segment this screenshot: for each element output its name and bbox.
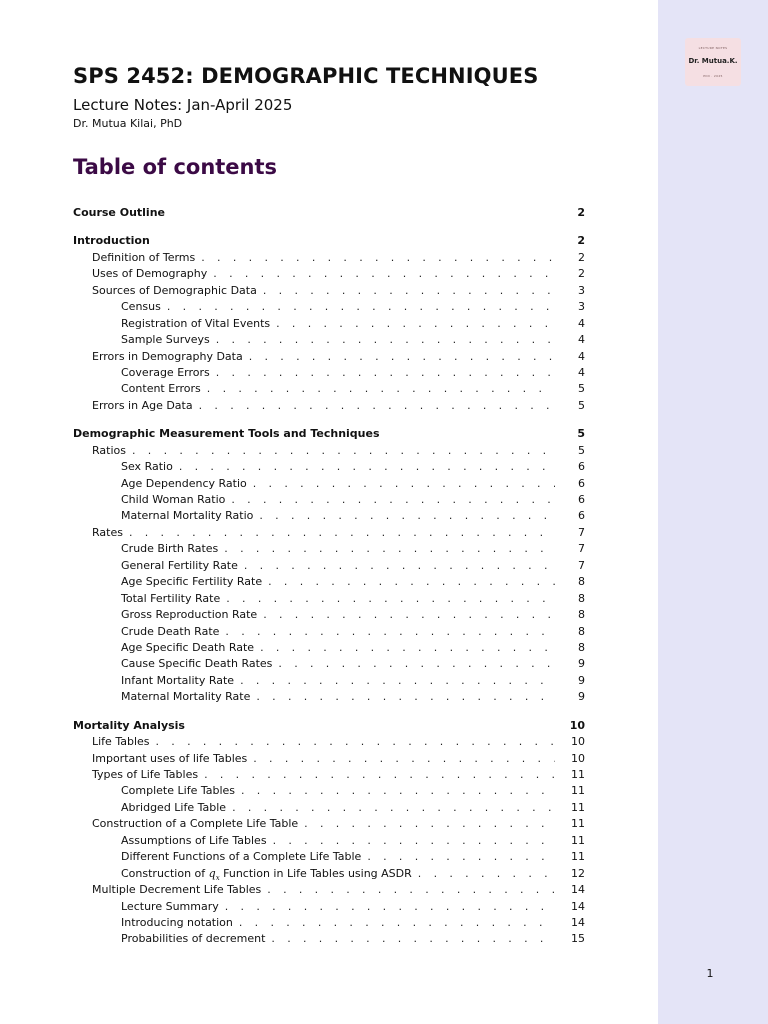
toc-dot-leader	[179, 459, 555, 475]
toc-entry-label: Errors in Demography Data	[92, 349, 243, 363]
toc-entry[interactable]	[73, 365, 585, 381]
toc-page-number: 4	[578, 349, 585, 363]
toc-entry[interactable]	[73, 591, 585, 607]
toc-entry[interactable]	[73, 882, 585, 898]
toc-entry[interactable]	[73, 558, 585, 574]
toc-entry[interactable]	[73, 316, 585, 332]
toc-entry[interactable]	[73, 574, 585, 590]
logo-ring-text-bottom: PhD · 2025	[703, 74, 723, 78]
toc-dot-leader	[132, 443, 555, 459]
toc-dot-leader	[253, 751, 555, 767]
document-author: Dr. Mutua Kilai, PhD	[73, 117, 183, 130]
toc-section-gap	[73, 414, 585, 426]
toc-page-number: 8	[578, 624, 585, 638]
toc-page-number: 6	[578, 493, 585, 506]
toc-entry[interactable]	[73, 751, 585, 767]
toc-page-number: 4	[578, 365, 585, 379]
toc-entry[interactable]	[73, 250, 585, 266]
toc-entry-label: Uses of Demography	[92, 267, 208, 281]
toc-page-number: 2	[578, 267, 585, 281]
toc-entry[interactable]	[73, 266, 585, 282]
toc-entry-label: Content Errors	[121, 382, 201, 396]
toc-entry-label: Complete Life Tables	[121, 784, 236, 798]
toc-page-number: 7	[578, 525, 585, 539]
toc-page-number: 7	[578, 558, 585, 572]
toc-page-number: 5	[578, 382, 585, 396]
toc-dot-leader	[156, 734, 556, 750]
toc-dot-leader	[226, 591, 555, 607]
toc-heading: Table of contents	[73, 155, 278, 179]
toc-entry-label: Important uses of life Tables	[92, 751, 248, 765]
toc-entry-label-suffix: Function in Life Tables using ASDR	[219, 866, 412, 880]
toc-entry[interactable]	[73, 525, 585, 541]
toc-dot-leader	[244, 558, 555, 574]
toc-entry[interactable]	[73, 299, 585, 315]
toc-entry[interactable]	[73, 349, 585, 365]
toc-entry[interactable]	[73, 508, 585, 524]
toc-page-number: 9	[578, 673, 585, 687]
toc-entry-label: Different Functions of a Complete Life Table	[121, 850, 362, 864]
toc-entry-label-prefix: Construction of	[121, 866, 209, 880]
toc-entry-label: Probabilities of decrement	[121, 932, 266, 946]
toc-entry[interactable]	[73, 734, 585, 750]
toc-page-number: 11	[571, 768, 585, 781]
toc-section	[73, 718, 585, 948]
toc-page-number: 8	[578, 575, 585, 589]
toc-page-number: 9	[578, 657, 585, 671]
toc-dot-leader	[418, 866, 555, 882]
toc-entry[interactable]	[73, 443, 585, 459]
toc-dot-leader	[167, 299, 555, 315]
toc-entry-label: Construction of a Complete Life Table	[92, 817, 299, 831]
toc-page-number: 11	[571, 833, 585, 847]
toc-entry-label: Child Woman Ratio	[121, 493, 226, 506]
document-title: SPS 2452: DEMOGRAPHIC TECHNIQUES	[73, 64, 539, 88]
toc-dot-leader	[224, 541, 555, 557]
toc-entry-label: Crude Death Rate	[121, 624, 220, 638]
toc-entry-label: Multiple Decrement Life Tables	[92, 883, 262, 897]
toc-dot-leader	[240, 673, 555, 689]
toc-section-gap	[73, 706, 585, 718]
toc-chapter-title: Course Outline	[73, 206, 165, 219]
toc-entry[interactable]	[73, 767, 585, 783]
toc-dot-leader	[232, 800, 555, 816]
toc-dot-leader	[216, 332, 555, 348]
toc-chapter-title: Introduction	[73, 234, 150, 248]
toc-entry-label: Ratios	[92, 443, 126, 457]
toc-entry-label: Coverage Errors	[121, 365, 210, 379]
toc-page-number: 6	[578, 509, 585, 523]
toc-dot-leader	[199, 398, 555, 414]
toc-entry-label: Introducing notation	[121, 915, 233, 929]
toc-entry-label: Definition of Terms	[92, 250, 196, 264]
toc-entry-label: Maternal Mortality Ratio	[121, 509, 254, 523]
toc-dot-leader	[201, 250, 555, 266]
toc-dot-leader	[129, 525, 555, 541]
toc-entry[interactable]	[73, 931, 585, 947]
toc-entry[interactable]	[73, 476, 585, 492]
toc-entry[interactable]	[73, 849, 585, 865]
toc-entry[interactable]	[73, 816, 585, 832]
toc-entry-label: Sex Ratio	[121, 460, 173, 474]
toc-entry-label: Assumptions of Life Tables	[121, 833, 267, 847]
toc-page-number: 5	[577, 427, 585, 441]
toc-entry-label: Rates	[92, 525, 123, 539]
toc-dot-leader	[207, 381, 555, 397]
toc-entry[interactable]	[73, 398, 585, 414]
toc-dot-leader	[225, 899, 555, 915]
toc-entry-label: Age Specific Death Rate	[121, 640, 255, 654]
toc-dot-leader	[204, 767, 555, 783]
toc-entry-label: Lecture Summary	[121, 899, 219, 913]
toc-page-number: 5	[578, 398, 585, 412]
toc-page-number: 15	[571, 932, 585, 946]
toc-page-number: 11	[571, 850, 585, 864]
toc-dot-leader	[260, 640, 555, 656]
page-margin-sidebar	[658, 0, 768, 1024]
toc-entry-label: Infant Mortality Rate	[121, 673, 235, 687]
toc-section	[73, 233, 585, 414]
toc-entry[interactable]	[73, 283, 585, 299]
math-subscript: x	[215, 873, 220, 882]
author-logo	[685, 38, 741, 86]
toc-page-number: 8	[578, 608, 585, 622]
toc-entry[interactable]	[73, 673, 585, 689]
toc-chapter-title: Demographic Measurement Tools and Techniques	[73, 427, 380, 441]
toc-dot-leader	[273, 833, 555, 849]
toc-entry-label: Registration of Vital Events	[121, 316, 271, 330]
toc-entry-label: Age Specific Fertility Rate	[121, 575, 263, 589]
toc-dot-leader	[278, 656, 555, 672]
toc-page-number: 14	[571, 899, 585, 913]
toc-entry[interactable]	[73, 800, 585, 816]
toc-page-number: 6	[578, 460, 585, 474]
math-symbol	[209, 867, 220, 880]
toc-dot-leader	[256, 689, 555, 705]
toc-section	[73, 205, 585, 221]
table-of-contents	[73, 205, 585, 948]
toc-dot-leader	[253, 476, 555, 492]
toc-chapter-entry[interactable]	[73, 233, 585, 249]
toc-entry-label: Abridged Life Table	[121, 800, 227, 814]
toc-entry-label: Life Tables	[92, 735, 150, 749]
toc-dot-leader	[263, 283, 555, 299]
toc-page-number: 14	[571, 883, 585, 897]
toc-entry[interactable]	[73, 915, 585, 931]
document-subtitle: Lecture Notes: Jan-April 2025	[73, 96, 293, 114]
toc-entry-label: Types of Life Tables	[92, 768, 199, 781]
toc-entry[interactable]	[73, 541, 585, 557]
toc-dot-leader	[213, 266, 555, 282]
toc-dot-leader	[239, 915, 555, 931]
toc-section	[73, 426, 585, 705]
toc-dot-leader	[263, 607, 555, 623]
math-variable: q	[208, 866, 216, 880]
toc-dot-leader	[259, 508, 555, 524]
toc-page-number: 3	[578, 300, 585, 314]
toc-chapter-entry[interactable]	[73, 426, 585, 442]
toc-page-number: 4	[578, 333, 585, 347]
toc-dot-leader	[304, 816, 555, 832]
toc-entry[interactable]	[73, 459, 585, 475]
toc-entry[interactable]	[73, 899, 585, 915]
toc-entry-label: Maternal Mortality Rate	[121, 690, 251, 704]
toc-dot-leader	[267, 882, 555, 898]
toc-entry[interactable]	[73, 656, 585, 672]
toc-dot-leader	[268, 574, 555, 590]
toc-entry-label: Crude Birth Rates	[121, 542, 219, 556]
toc-dot-leader	[241, 783, 555, 799]
toc-dot-leader	[367, 849, 555, 865]
toc-entry-label: Sources of Demographic Data	[92, 283, 257, 297]
logo-name: Dr. Mutua.K.	[688, 57, 738, 65]
toc-page-number: 11	[571, 817, 585, 831]
toc-page-number: 9	[578, 690, 585, 704]
toc-dot-leader	[225, 624, 555, 640]
toc-entry-label: Census	[121, 300, 161, 314]
toc-page-number: 8	[578, 640, 585, 654]
toc-page-number: 4	[578, 316, 585, 330]
toc-dot-leader	[271, 931, 555, 947]
toc-page-number: 5	[578, 443, 585, 457]
toc-page-number: 3	[578, 283, 585, 297]
toc-entry-label: Cause Specific Death Rates	[121, 657, 273, 671]
toc-entry[interactable]	[73, 607, 585, 623]
page-number: 1	[706, 967, 714, 980]
toc-entry[interactable]	[73, 689, 585, 705]
logo-ring-text-top: LECTURE NOTES	[698, 46, 728, 50]
toc-dot-leader	[249, 349, 555, 365]
toc-chapter-entry[interactable]	[73, 205, 585, 221]
toc-entry-label: Errors in Age Data	[92, 398, 193, 412]
toc-dot-leader	[276, 316, 555, 332]
toc-page-number: 6	[578, 476, 585, 490]
toc-chapter-entry[interactable]	[73, 718, 585, 734]
toc-entry-label: Total Fertility Rate	[121, 591, 221, 605]
toc-dot-leader	[216, 365, 555, 381]
toc-entry[interactable]	[73, 332, 585, 348]
toc-page-number: 8	[578, 591, 585, 605]
toc-page-number: 2	[577, 234, 585, 248]
toc-page-number: 11	[571, 784, 585, 798]
toc-entry[interactable]	[73, 783, 585, 799]
toc-page-number: 2	[578, 250, 585, 264]
toc-entry[interactable]	[73, 866, 585, 882]
toc-entry[interactable]	[73, 640, 585, 656]
toc-page-number: 12	[571, 866, 585, 880]
toc-entry[interactable]	[73, 624, 585, 640]
toc-section-gap	[73, 221, 585, 233]
toc-entry-label: Sample Surveys	[121, 333, 210, 347]
toc-page-number: 14	[571, 915, 585, 929]
toc-page-number: 10	[571, 751, 585, 765]
toc-chapter-title: Mortality Analysis	[73, 718, 185, 732]
toc-page-number: 2	[577, 206, 585, 219]
toc-entry-label: Age Dependency Ratio	[121, 476, 247, 490]
toc-page-number: 10	[571, 735, 585, 749]
toc-page-number: 10	[569, 718, 585, 732]
toc-dot-leader	[231, 492, 555, 508]
toc-entry[interactable]	[73, 833, 585, 849]
toc-entry[interactable]	[73, 381, 585, 397]
toc-entry-label: General Fertility Rate	[121, 558, 238, 572]
toc-entry[interactable]	[73, 492, 585, 508]
toc-page-number: 11	[571, 800, 585, 814]
toc-page-number: 7	[578, 542, 585, 556]
toc-entry-label: Gross Reproduction Rate	[121, 608, 258, 622]
